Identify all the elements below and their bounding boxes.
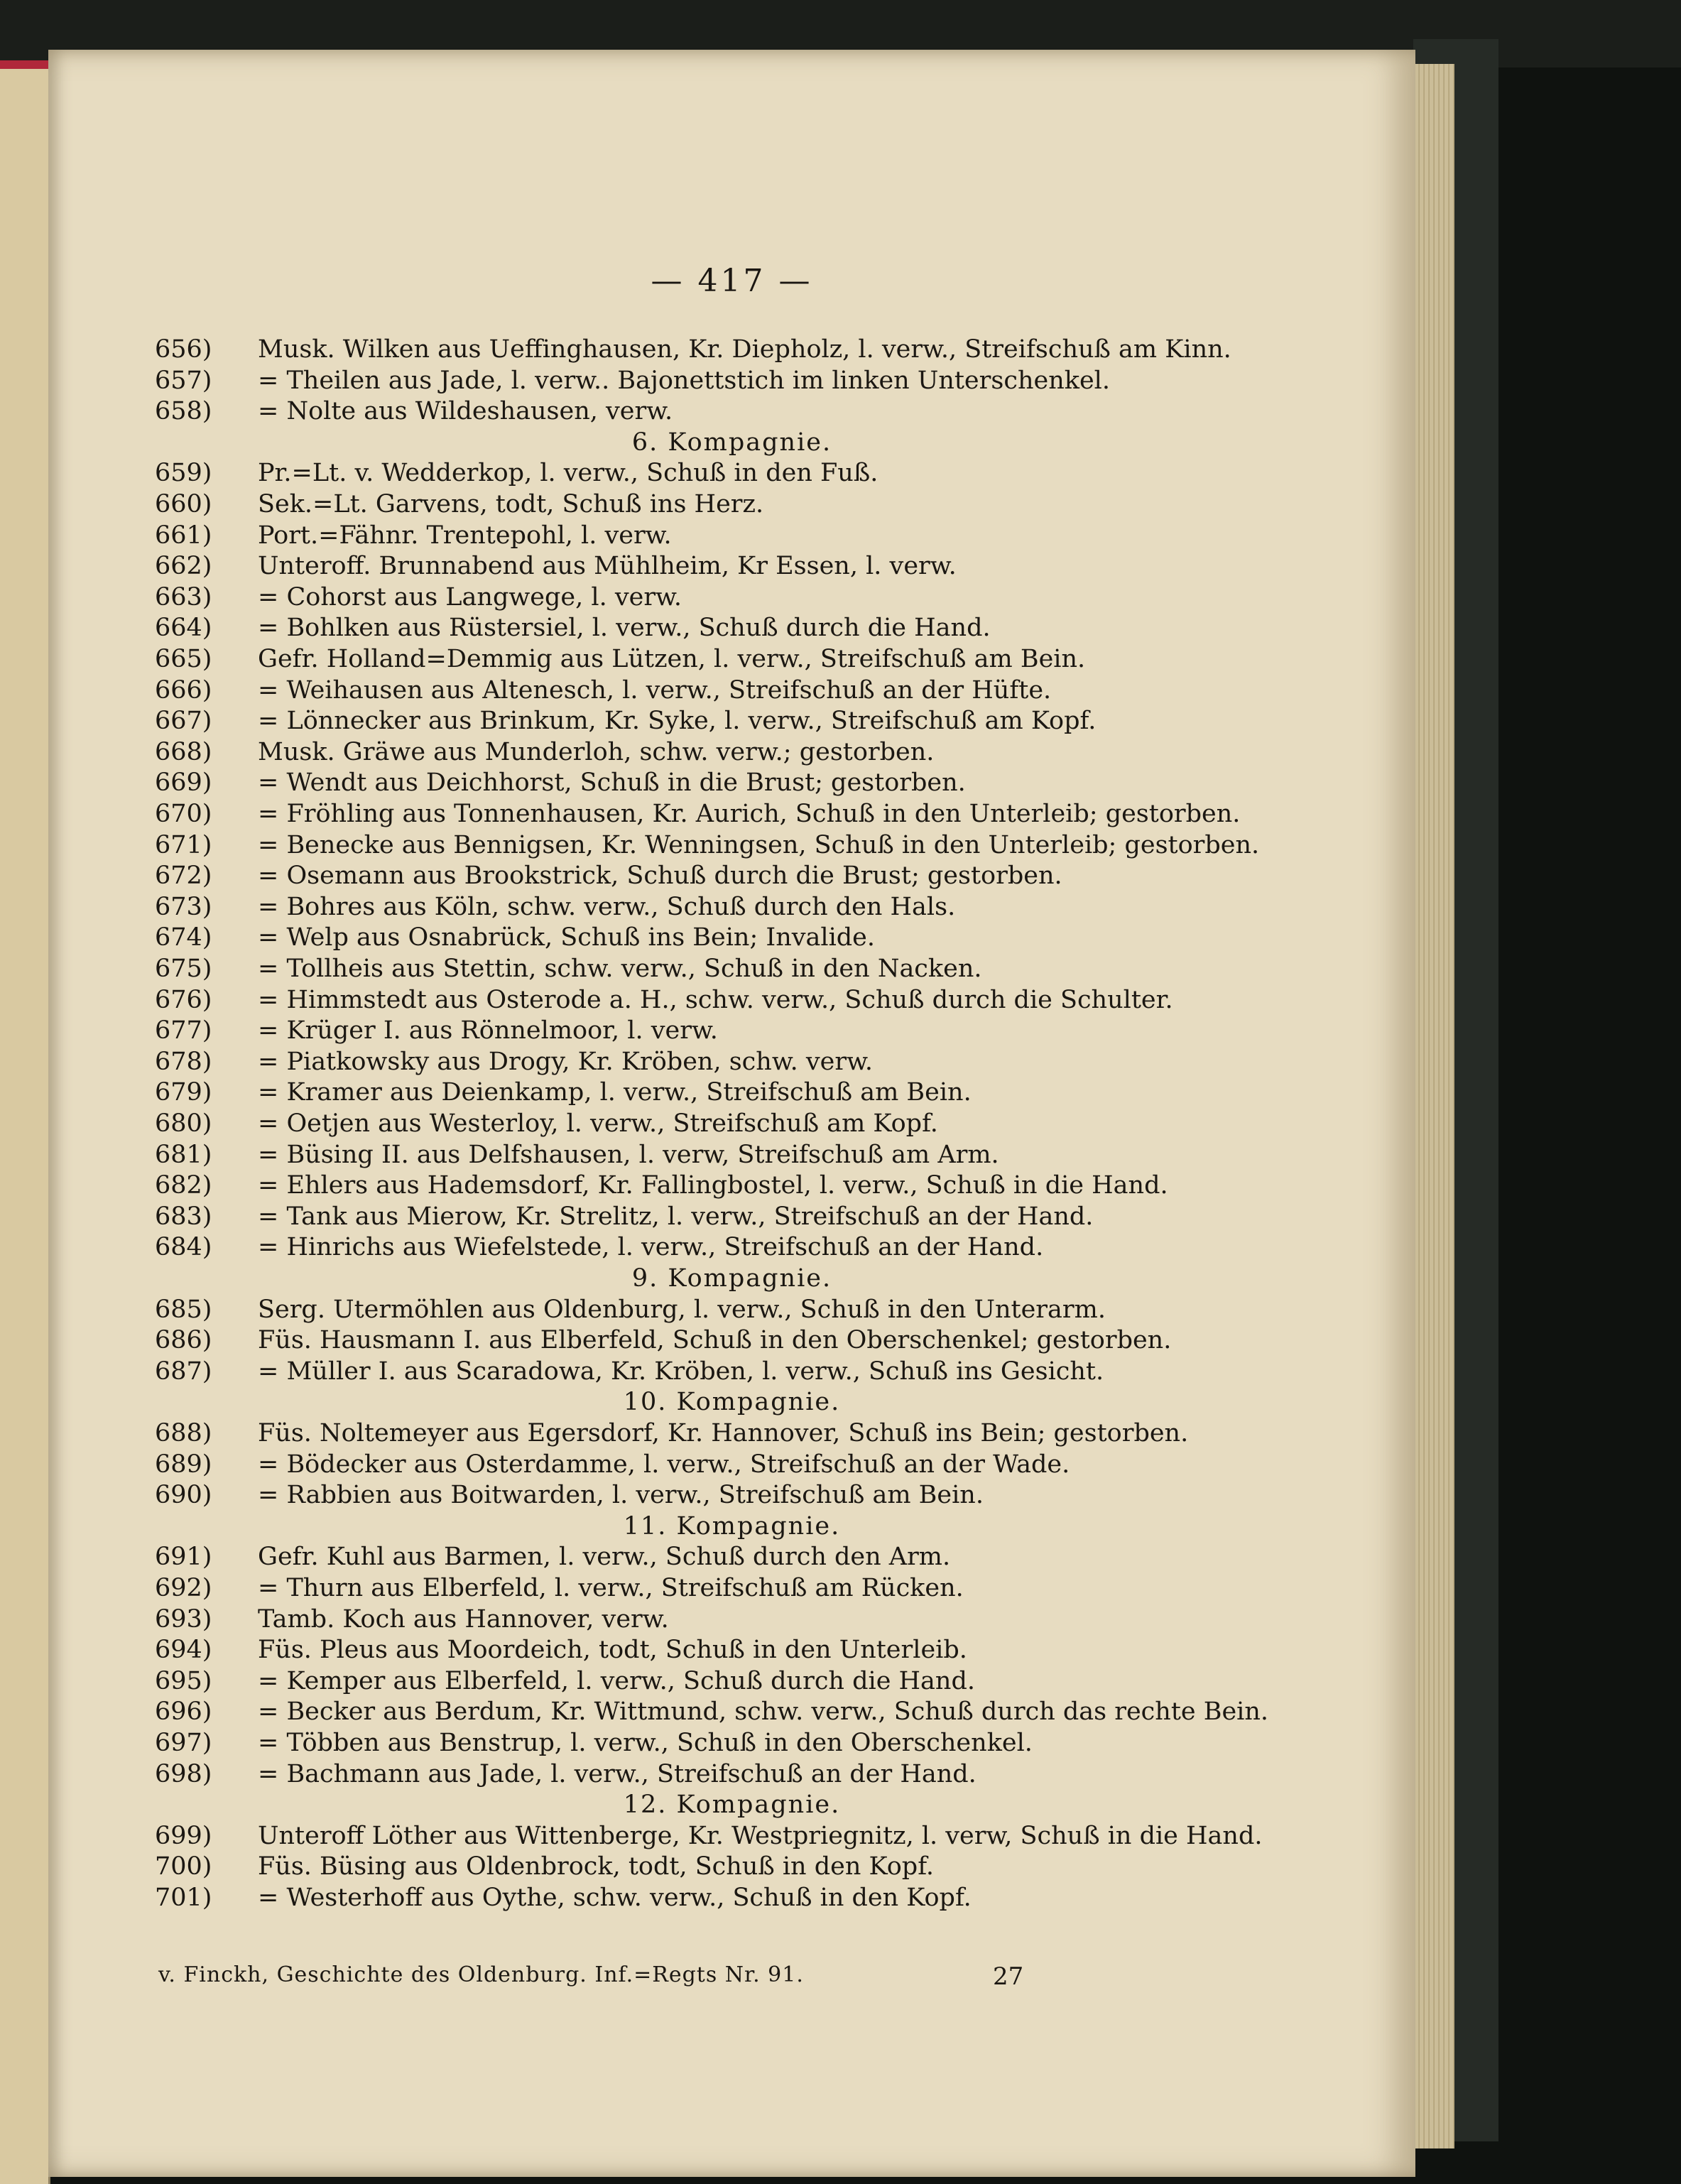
list-item bbox=[155, 643, 1263, 675]
entry-text: Musk. Gräwe aus Munderloh, schw. verw.; gestorben. bbox=[258, 738, 935, 766]
entry-number: 672) bbox=[155, 862, 212, 890]
list-item bbox=[155, 1604, 1263, 1635]
book-page bbox=[48, 50, 1415, 2177]
entry-text: = Osemann aus Brookstrick, Schuß durch die Brust; gestorben. bbox=[258, 862, 1062, 890]
page-stack-edge bbox=[1415, 64, 1454, 2148]
entry-number: 697) bbox=[155, 1729, 212, 1757]
section-heading: 6. Kompagnie. bbox=[631, 428, 832, 457]
entry-number: 662) bbox=[155, 552, 212, 580]
entry-text: Port.=Fähnr. Trentepohl, l. verw. bbox=[258, 521, 672, 550]
entry-number: 694) bbox=[155, 1636, 212, 1664]
list-item bbox=[155, 1820, 1263, 1852]
entry-number: 701) bbox=[155, 1884, 212, 1912]
list-item bbox=[155, 1418, 1263, 1449]
entry-number: 695) bbox=[155, 1667, 212, 1695]
list-item bbox=[155, 1541, 1263, 1572]
entry-number: 665) bbox=[155, 645, 212, 673]
entry-text: = Thurn aus Elberfeld, l. verw., Streifschuß am Rücken. bbox=[258, 1574, 964, 1602]
list-item bbox=[155, 1294, 1263, 1325]
list-item bbox=[155, 1696, 1269, 1727]
entry-text: = Piatkowsky aus Drogy, Kr. Kröben, schw. verw. bbox=[258, 1048, 874, 1076]
entry-text: = Hinrichs aus Wiefelstede, l. verw., Streifschuß an der Hand. bbox=[258, 1233, 1044, 1261]
list-item bbox=[155, 582, 1263, 613]
entry-number: 676) bbox=[155, 986, 212, 1014]
entry-text: = Cohorst aus Langwege, l. verw. bbox=[258, 583, 682, 612]
entry-number: 668) bbox=[155, 738, 212, 766]
page-content bbox=[48, 50, 1415, 2177]
entry-text: = Theilen aus Jade, l. verw.. Bajonettstich im linken Unterschenkel. bbox=[258, 366, 1110, 395]
list-item bbox=[155, 737, 1263, 768]
section-heading: 11. Kompagnie. bbox=[623, 1512, 841, 1541]
entry-text: Unteroff Löther aus Wittenberge, Kr. Westpriegnitz, l. verw, Schuß in die Hand. bbox=[258, 1822, 1263, 1850]
section-heading: 12. Kompagnie. bbox=[623, 1791, 841, 1819]
list-item bbox=[155, 675, 1263, 706]
entry-text: = Fröhling aus Tonnenhausen, Kr. Aurich, Schuß in den Unterleib; gestorben. bbox=[258, 800, 1241, 828]
entry-number: 683) bbox=[155, 1202, 212, 1231]
entry-number: 679) bbox=[155, 1078, 212, 1107]
list-item bbox=[155, 1232, 1263, 1263]
entry-text: = Ehlers aus Hademsdorf, Kr. Fallingbostel, l. verw., Schuß in die Hand. bbox=[258, 1171, 1168, 1200]
list-item bbox=[155, 457, 1263, 489]
list-item bbox=[155, 830, 1263, 861]
entry-text: = Lönnecker aus Brinkum, Kr. Syke, l. verw., Streifschuß am Kopf. bbox=[258, 707, 1097, 735]
list-item bbox=[155, 1201, 1263, 1232]
entry-number: 659) bbox=[155, 459, 212, 487]
list-item bbox=[155, 1727, 1263, 1759]
entry-number: 667) bbox=[155, 707, 212, 735]
entry-text: Tamb. Koch aus Hannover, verw. bbox=[258, 1605, 669, 1634]
entry-text: Gefr. Kuhl aus Barmen, l. verw., Schuß durch den Arm. bbox=[258, 1543, 951, 1571]
entry-text: = Westerhoff aus Oythe, schw. verw., Schuß in den Kopf. bbox=[258, 1884, 972, 1912]
entry-text: Sek.=Lt. Garvens, todt, Schuß ins Herz. bbox=[258, 490, 764, 518]
entry-text: Füs. Hausmann I. aus Elberfeld, Schuß in den Oberschenkel; gestorben. bbox=[258, 1326, 1172, 1354]
list-item bbox=[155, 1666, 1263, 1697]
list-item bbox=[155, 1015, 1263, 1046]
entry-text: = Kramer aus Deienkamp, l. verw., Streifschuß am Bein. bbox=[258, 1078, 972, 1107]
entry-text: = Bohlken aus Rüstersiel, l. verw., Schuß durch die Hand. bbox=[258, 614, 991, 642]
list-item bbox=[155, 550, 1263, 582]
list-item bbox=[155, 1325, 1263, 1356]
entry-text: Serg. Utermöhlen aus Oldenburg, l. verw., Schuß in den Unterarm. bbox=[258, 1295, 1106, 1324]
entry-number: 684) bbox=[155, 1233, 212, 1261]
entry-text: = Oetjen aus Westerloy, l. verw., Streifschuß am Kopf. bbox=[258, 1109, 938, 1138]
entry-text: = Rabbien aus Boitwarden, l. verw., Streifschuß am Bein. bbox=[258, 1481, 984, 1509]
entry-number: 682) bbox=[155, 1171, 212, 1200]
list-item bbox=[155, 1449, 1263, 1480]
entry-text: = Becker aus Berdum, Kr. Wittmund, schw. verw., Schuß durch das rechte Bein. bbox=[258, 1697, 1269, 1726]
entry-number: 658) bbox=[155, 397, 212, 425]
facing-page-edge bbox=[0, 60, 50, 2184]
footer-citation: v. Finckh, Geschichte des Oldenburg. Inf.=Regts Nr. 91. bbox=[158, 1962, 804, 1987]
entry-text: = Kemper aus Elberfeld, l. verw., Schuß durch die Hand. bbox=[258, 1667, 975, 1695]
list-item bbox=[155, 798, 1263, 830]
entry-number: 689) bbox=[155, 1450, 212, 1479]
list-item bbox=[155, 489, 1263, 520]
entry-number: 688) bbox=[155, 1419, 212, 1447]
entry-number: 660) bbox=[155, 490, 212, 518]
entry-text: Gefr. Holland=Demmig aus Lützen, l. verw., Streifschuß am Bein. bbox=[258, 645, 1086, 673]
entry-text: = Müller I. aus Scaradowa, Kr. Kröben, l. verw., Schuß ins Gesicht. bbox=[258, 1357, 1104, 1386]
entry-text: = Többen aus Benstrup, l. verw., Schuß in den Oberschenkel. bbox=[258, 1729, 1033, 1757]
entry-number: 696) bbox=[155, 1697, 212, 1726]
entry-number: 698) bbox=[155, 1760, 212, 1788]
entry-text: = Weihausen aus Altenesch, l. verw., Streifschuß an der Hüfte. bbox=[258, 676, 1052, 705]
entry-number: 674) bbox=[155, 923, 212, 952]
list-item bbox=[155, 1882, 1263, 1913]
list-item bbox=[155, 1139, 1263, 1170]
entry-text: = Nolte aus Wildeshausen, verw. bbox=[258, 397, 673, 425]
entry-text: = Tank aus Mierow, Kr. Strelitz, l. verw., Streifschuß an der Hand. bbox=[258, 1202, 1094, 1231]
entry-number: 661) bbox=[155, 521, 212, 550]
list-item bbox=[155, 365, 1263, 396]
entry-text: = Bachmann aus Jade, l. verw., Streifschuß an der Hand. bbox=[258, 1760, 976, 1788]
entry-text: Musk. Wilken aus Ueffinghausen, Kr. Diepholz, l. verw., Streifschuß am Kinn. bbox=[258, 335, 1231, 364]
list-item bbox=[155, 334, 1263, 365]
entry-number: 692) bbox=[155, 1574, 212, 1602]
entry-number: 690) bbox=[155, 1481, 212, 1509]
entry-text: Pr.=Lt. v. Wedderkop, l. verw., Schuß in den Fuß. bbox=[258, 459, 878, 487]
entry-number: 699) bbox=[155, 1822, 212, 1850]
entry-text: Füs. Pleus aus Moordeich, todt, Schuß in den Unterleib. bbox=[258, 1636, 967, 1664]
entry-number: 687) bbox=[155, 1357, 212, 1386]
list-item bbox=[155, 1046, 1263, 1077]
footer-signature-mark: 27 bbox=[993, 1962, 1024, 1991]
list-item bbox=[155, 1077, 1263, 1108]
entry-number: 686) bbox=[155, 1326, 212, 1354]
list-item bbox=[155, 860, 1263, 891]
list-item bbox=[155, 1572, 1263, 1604]
entry-number: 681) bbox=[155, 1141, 212, 1169]
entry-number: 678) bbox=[155, 1048, 212, 1076]
list-item bbox=[155, 922, 1263, 953]
entry-text: = Bohres aus Köln, schw. verw., Schuß durch den Hals. bbox=[258, 893, 956, 921]
entry-text: = Benecke aus Bennigsen, Kr. Wenningsen, Schuß in den Unterleib; gestorben. bbox=[258, 831, 1260, 859]
entry-text: = Himmstedt aus Osterode a. H., schw. verw., Schuß durch die Schulter. bbox=[258, 986, 1173, 1014]
entry-number: 680) bbox=[155, 1109, 212, 1138]
list-item bbox=[155, 1759, 1263, 1790]
section-heading: 9. Kompagnie. bbox=[631, 1264, 832, 1293]
list-item bbox=[155, 1851, 1263, 1882]
entry-text: = Bödecker aus Osterdamme, l. verw., Streifschuß an der Wade. bbox=[258, 1450, 1070, 1479]
list-item bbox=[155, 520, 1263, 551]
list-item bbox=[155, 612, 1263, 643]
entry-number: 671) bbox=[155, 831, 212, 859]
list-item bbox=[155, 1479, 1263, 1511]
list-item bbox=[155, 984, 1263, 1016]
entry-number: 700) bbox=[155, 1852, 212, 1881]
list-item bbox=[155, 1170, 1263, 1201]
entry-text: Füs. Büsing aus Oldenbrock, todt, Schuß in den Kopf. bbox=[258, 1852, 935, 1881]
entry-number: 663) bbox=[155, 583, 212, 612]
entry-text: Unteroff. Brunnabend aus Mühlheim, Kr Essen, l. verw. bbox=[258, 552, 957, 580]
list-item bbox=[155, 953, 1263, 984]
entry-number: 664) bbox=[155, 614, 212, 642]
list-item bbox=[155, 396, 1263, 427]
entry-number: 693) bbox=[155, 1605, 212, 1634]
entry-number: 669) bbox=[155, 768, 212, 797]
page-number: — 417 — bbox=[651, 263, 813, 299]
list-item bbox=[155, 1634, 1263, 1666]
entry-text: = Büsing II. aus Delfshausen, l. verw, Streifschuß am Arm. bbox=[258, 1141, 999, 1169]
entry-text: Füs. Noltemeyer aus Egersdorf, Kr. Hannover, Schuß ins Bein; gestorben. bbox=[258, 1419, 1189, 1447]
entry-number: 677) bbox=[155, 1016, 212, 1045]
list-item bbox=[155, 891, 1263, 923]
entry-number: 670) bbox=[155, 800, 212, 828]
section-heading: 10. Kompagnie. bbox=[623, 1388, 841, 1416]
entry-number: 691) bbox=[155, 1543, 212, 1571]
entry-number: 657) bbox=[155, 366, 212, 395]
entry-text: = Welp aus Osnabrück, Schuß ins Bein; Invalide. bbox=[258, 923, 876, 952]
entry-text: = Tollheis aus Stettin, schw. verw., Schuß in den Nacken. bbox=[258, 955, 982, 983]
list-item bbox=[155, 1108, 1263, 1139]
list-item bbox=[155, 1356, 1263, 1387]
entry-text: = Krüger I. aus Rönnelmoor, l. verw. bbox=[258, 1016, 718, 1045]
entry-number: 675) bbox=[155, 955, 212, 983]
entry-number: 673) bbox=[155, 893, 212, 921]
list-item bbox=[155, 767, 1263, 798]
list-item bbox=[155, 705, 1263, 737]
entry-number: 685) bbox=[155, 1295, 212, 1324]
entry-text: = Wendt aus Deichhorst, Schuß in die Brust; gestorben. bbox=[258, 768, 966, 797]
entry-number: 666) bbox=[155, 676, 212, 705]
entry-number: 656) bbox=[155, 335, 212, 364]
